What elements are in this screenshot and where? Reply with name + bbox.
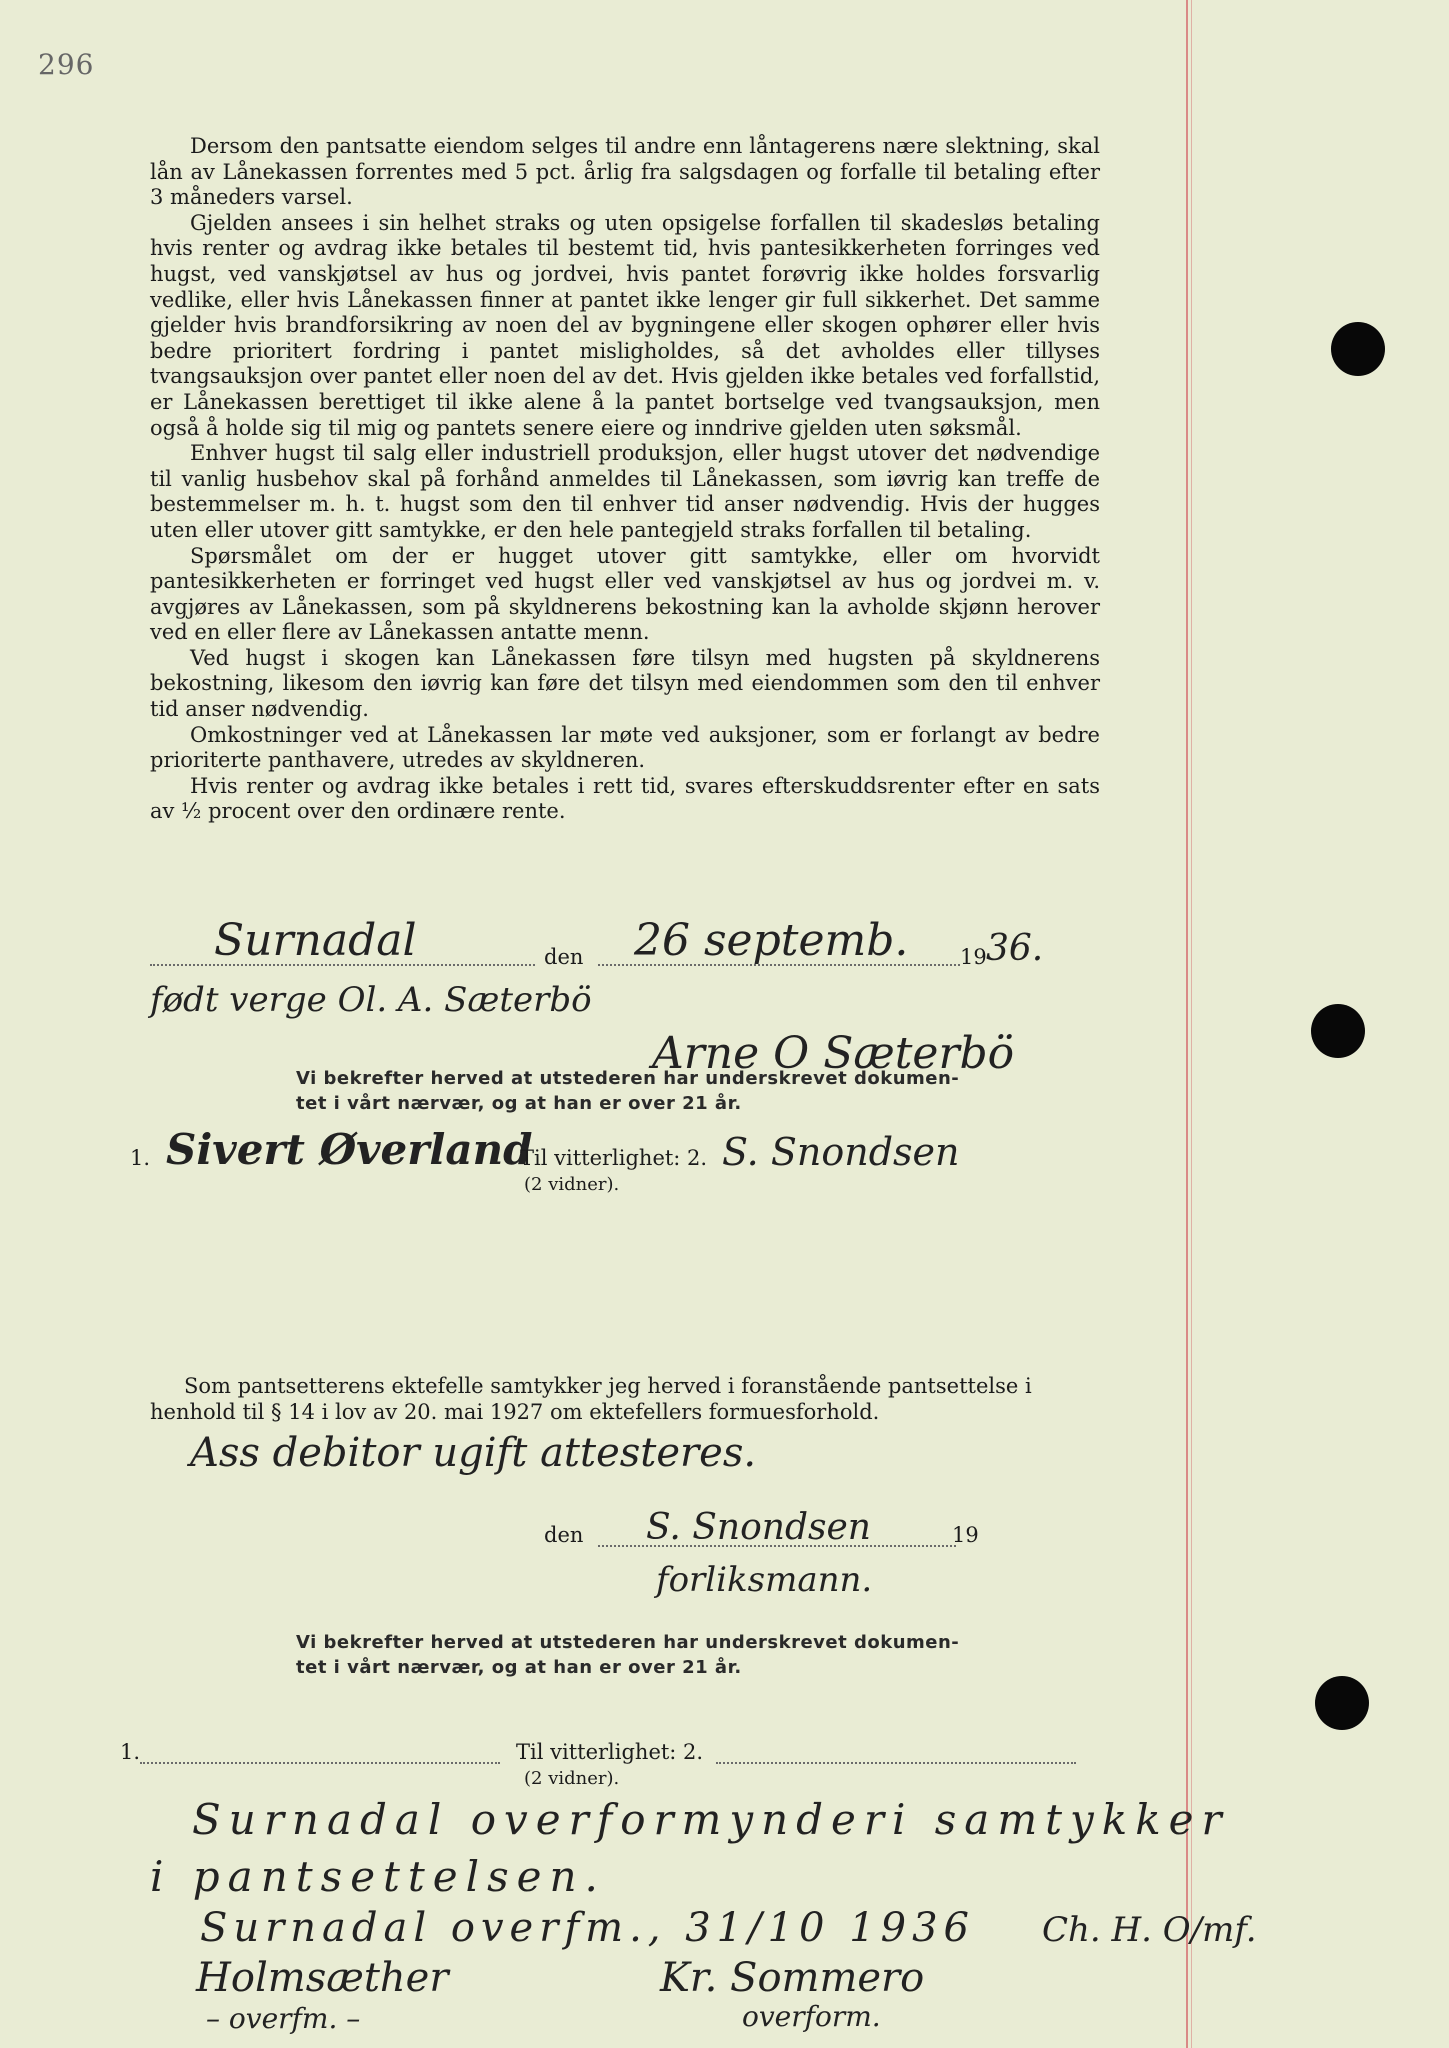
guardian-note-handwritten: født verge Ol. A. Sæterbö [150, 980, 592, 1020]
paragraph-assessment: Spørsmålet om der er hugget utover gitt samtykke, eller om hvorvidt pantesikkerheten er forringet ved hugst eller ved vanskjøtsel av hus og jordvei m. v. avgjøres av Lånekassen, som på skyldnerens bekostning kan la avholde skjønn herover ved en eller flere av Lånekassen antatte menn. [150, 543, 1100, 645]
dotted-line [140, 1762, 500, 1764]
unmarried-note-handwritten: Ass debitor ugift attesteres. [190, 1430, 757, 1476]
overformynder-title-2: overform. [742, 2000, 881, 2033]
paragraph-interest: Hvis renter og avdrag ikke betales i rett tid, svares efterskuddsrenter efter en sats av ½ procent over den ordinære rente. [150, 773, 1100, 824]
registration-initials: Ch. H. O/mf. [1042, 1910, 1257, 1950]
confirm-text-line1-b: Vi bekrefter herved at utstederen har underskrevet dokumen- [296, 1632, 960, 1653]
overformynder-title-1: – overfm. – [206, 2002, 361, 2035]
page-number: 296 [38, 48, 95, 81]
vitterlighet-label-b: Til vitterlighet: 2. [516, 1740, 704, 1764]
vitterlighet-label: Til vitterlighet: 2. [520, 1146, 708, 1170]
year-handwritten: 36. [986, 928, 1044, 969]
witness2-signature: S. Snondsen [722, 1130, 960, 1174]
loan-terms-text [150, 134, 1100, 825]
witness-number-1-b: 1. [120, 1740, 141, 1764]
vidner-label: (2 vidner). [524, 1174, 620, 1195]
paragraph-logging: Enhver hugst til salg eller industriell produksjon, eller hugst utover det nødvendige til vanlig husbehov skal på forhånd anmeldes til Lånekassen, som iøvrig kan treffe de bestemmelser m. h. t. hugst som den til enhver tid anser nødvendig. Hvis der hugges uten eller utover gitt samtykke, er den hele pantegjeld straks forfallen til betaling. [150, 441, 1100, 542]
place-handwritten: Surnadal [214, 915, 417, 966]
dotted-line [598, 964, 960, 966]
confirm-text-line2: tet i vårt nærvær, og at han er over 21 år. [296, 1093, 742, 1114]
spouse-consent-line2: henhold til § 14 i lov av 20. mai 1927 om ektefellers formuesforhold. [150, 1400, 880, 1424]
spouse-consent-line1: Som pantsetterens ektefelle samtykker jeg herved i foranstående pantsettelse i [184, 1374, 1032, 1398]
punch-hole [1331, 322, 1385, 376]
confirm-text-line2-b: tet i vårt nærvær, og at han er over 21 år. [296, 1657, 742, 1678]
overformynder-signature-2: Kr. Sommero [660, 1955, 925, 2001]
year-prefix: 19 [960, 945, 987, 969]
magistrate-signature: S. Snondsen [646, 1507, 871, 1548]
den-label-2: den [544, 1523, 584, 1547]
magistrate-title-handwritten: forliksmann. [656, 1560, 873, 1600]
paragraph-supervision: Ved hugst i skogen kan Lånekassen føre tilsyn med hugsten på skyldnerens bekostning, likesom den iøvrig kan føre det tilsyn med eiendommen som den til enhver tid anser nødvendig. [150, 645, 1100, 722]
punch-hole [1315, 1676, 1369, 1730]
guardianship-line1: Surnadal overformynderi samtykker [192, 1795, 1230, 1844]
date-handwritten: 26 septemb. [634, 915, 909, 966]
signer-signature: Arne O Sæterbö [652, 1028, 1015, 1079]
red-margin-line-second [1191, 0, 1192, 2048]
den-label: den [544, 945, 584, 969]
dotted-line [150, 964, 535, 966]
guardianship-date-line: Surnadal overfm., 31/10 1936 [200, 1905, 975, 1951]
overformynder-signature-1: Holmsæther [196, 1955, 449, 2001]
paragraph-sale: Dersom den pantsatte eiendom selges til andre enn låntagerens nære slektning, skal lån av Lånekassen forrentes med 5 pct. årlig fra salgsdagen og forfalle til betaling efter 3 måneders varsel. [150, 134, 1100, 210]
guardianship-line2: i pantsettelsen. [150, 1852, 606, 1901]
confirm-text-line1: Vi bekrefter herved at utstederen har underskrevet dokumen- [296, 1068, 960, 1089]
vidner-label-b: (2 vidner). [524, 1768, 620, 1789]
witness-number-1: 1. [130, 1146, 151, 1170]
year-prefix-2: 19 [952, 1523, 979, 1547]
paragraph-default: Gjelden ansees i sin helhet straks og uten opsigelse forfallen til skadesløs betaling hvis renter og avdrag ikke betales til bestemt tid, hvis pantesikkerheten forringes ved hugst, ved vanskjøtsel av hus og jordvei, hvis pantet forøvrig ikke holdes forsvarlig vedlike, eller hvis Lånekassen finner at pantet ikke lenger gir full sikkerhet. Det samme gjelder hvis brandforsikring av noen del av bygningene eller skogen ophører eller hvis bedre prioritert fordring i pantet misligholdes, så det avholdes eller tillyses tvangsauksjon over pantet eller noen del av det. Hvis gjelden ikke betales ved forfallstid, er Lånekassen berettiget til ikke alene å la pantet bortselge ved tvangsauksjon, men også å holde sig til mig og pantets senere eiere og inndrive gjelden uten søksmål. [150, 210, 1100, 440]
red-margin-line [1186, 0, 1188, 2048]
dotted-line [716, 1762, 1076, 1764]
witness1-signature: Sivert Øverland [166, 1125, 533, 1174]
paragraph-costs: Omkostninger ved at Lånekassen lar møte ved auksjoner, som er forlangt av bedre prioriterte panthavere, utredes av skyldneren. [150, 722, 1100, 773]
punch-hole [1311, 1004, 1365, 1058]
